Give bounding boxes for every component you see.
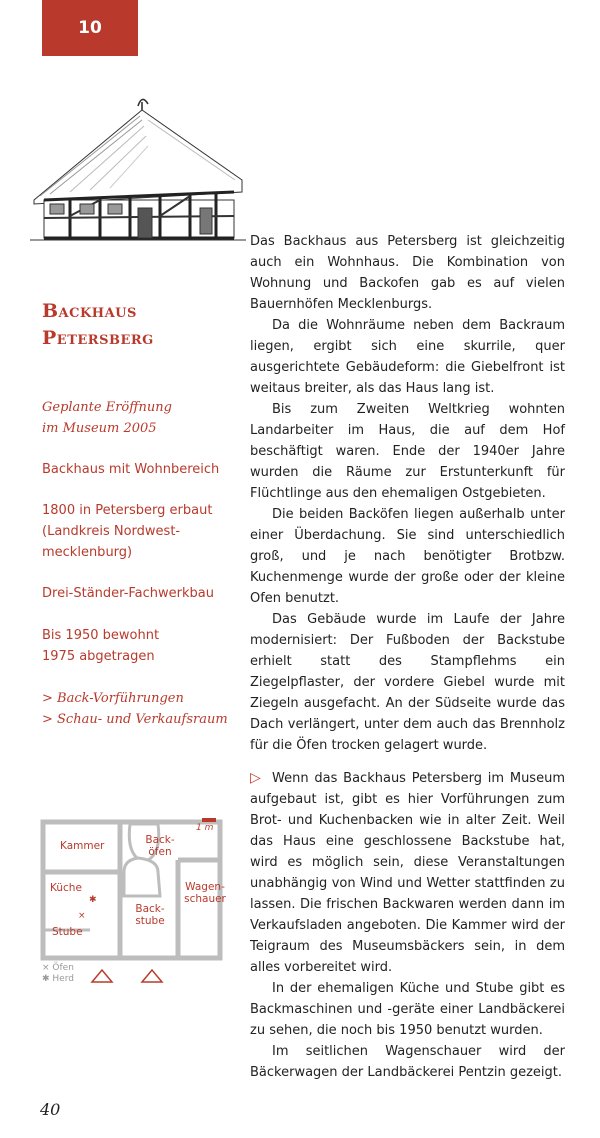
plan-label-backstube: [128, 903, 172, 927]
paragraph-2: Da die Wohnräume neben dem Backraum liegen, ergibt sich eine skurrile, quer ausgerichtete Gebäudeform: die Giebelfront ist weitaus breiter, als das Haus lang ist.: [250, 318, 565, 396]
history-line-1: Bis 1950 bewohnt: [42, 628, 160, 643]
paragraph-6: [250, 768, 565, 978]
paragraph-1: Das Backhaus aus Petersberg ist gleichzeitig auch ein Wohnhaus. Die Kombination von Wohnung und Backofen gab es auf vielen Bauernhöfen Mecklenburgs.: [250, 234, 565, 312]
plan-label-backofen-2: öfen: [148, 846, 172, 858]
built-line-2: (Landkreis Nordwest-: [42, 524, 181, 539]
floor-plan: [40, 812, 230, 994]
plan-label-backstube-1: Back-: [135, 903, 165, 915]
museum-plans-text: [250, 768, 565, 1083]
built-info: [42, 500, 247, 563]
construction-text: Drei-Ständer-Fachwerkbau: [42, 586, 214, 601]
type-text: Backhaus mit Wohnbereich: [42, 462, 220, 477]
opening-info: [42, 397, 247, 439]
plan-label-backstube-2: stube: [135, 915, 165, 927]
paragraph-5: Das Gebäude wurde im Laufe der Jahre modernisiert: Der Fußboden der Backstube erhielt statt des Stampflehms ein Ziegelpflaster, der vordere Giebel wurde mit Ziegeln ausgefacht. An der Südseite wurde das Dach verlängert, unter dem auch das Brennholz für die Öfen trocken gelagert wurde.: [250, 612, 565, 753]
paragraph-8: Im seitlichen Wagenschauer wird der Bäckerwagen der Landbäckerei Pentzin gezeigt.: [250, 1044, 565, 1080]
plan-label-backofen: [140, 834, 180, 858]
title-line-1: Backhaus: [42, 300, 137, 322]
plan-label-wagenschauer-2: schauer: [184, 893, 226, 905]
svg-text:×: ×: [78, 911, 86, 921]
main-text: [250, 231, 565, 756]
plan-label-backofen-1: Back-: [145, 834, 175, 846]
link-back-vorfuehrungen[interactable]: > Back-Vorführungen: [42, 691, 184, 706]
legend-ofen: × Öfen: [42, 963, 74, 973]
plan-label-wagenschauer: [182, 881, 228, 905]
triangle-right-outline-icon: ▷: [250, 770, 261, 786]
plan-label-kammer: Kammer: [60, 840, 105, 852]
history-info: [42, 625, 247, 667]
plan-label-kueche: Küche: [50, 882, 82, 894]
legend-herd: ✱ Herd: [42, 974, 74, 984]
link-schau-verkaufsraum[interactable]: > Schau- und Verkaufsraum: [42, 712, 228, 727]
svg-text:✱: ✱: [89, 895, 97, 905]
paragraph-3: Bis zum Zweiten Weltkrieg wohnten Landarbeiter im Haus, die auf dem Hof beschäftigt waren. Ende der 1940er Jahre wurden die Räume zur Erstunterkunft für Flüchtlinge aus den ehemaligen Ostgebieten.: [250, 402, 565, 501]
opening-line-2: im Museum 2005: [42, 421, 157, 436]
opening-line-1: Geplante Eröffnung: [42, 400, 172, 415]
building-title: [42, 298, 242, 352]
building-type: [42, 459, 247, 480]
house-illustration: [30, 96, 246, 246]
construction-info: [42, 583, 247, 604]
page-number: 40: [40, 1100, 61, 1119]
built-line-3: mecklenburg): [42, 545, 133, 560]
chapter-number: 10: [78, 18, 102, 38]
related-links: [42, 688, 247, 730]
history-line-2: 1975 abgetragen: [42, 649, 155, 664]
title-line-2: Petersberg: [42, 327, 154, 349]
paragraph-7: In der ehemaligen Küche und Stube gibt es Backmaschinen und -geräte einer Landbäckerei zu sehen, die noch bis 1950 benutzt wurden.: [250, 981, 565, 1038]
plan-label-wagenschauer-1: Wagen-: [185, 881, 225, 893]
plan-scale: 1 m: [196, 823, 214, 833]
paragraph-6-text: Wenn das Backhaus Petersberg im Museum aufgebaut ist, gibt es hier Vorführungen zum Brot- und Kuchenbacken wie in alter Zeit. Weil das Haus eine geschlossene Backstube hat, wird es möglich sein, diese Veranstaltungen unabhängig von Wind und Wetter stattfinden zu lassen. Die frischen Backwaren werden dann im Verkaufsladen angeboten. Die Kammer wird der Teigraum des Museumsbäckers sein, in dem alles vorbereitet wird.: [250, 771, 565, 975]
plan-label-stube: Stube: [52, 926, 83, 938]
chapter-number-badge: [42, 0, 138, 56]
built-line-1: 1800 in Petersberg erbaut: [42, 503, 213, 518]
paragraph-4: Die beiden Backöfen liegen außerhalb unter einer Überdachung. Sie sind unterschiedlich groß, und je nach benötigter Brotbzw. Kuchenmenge wurde der große oder der kleine Ofen benutzt.: [250, 507, 565, 606]
